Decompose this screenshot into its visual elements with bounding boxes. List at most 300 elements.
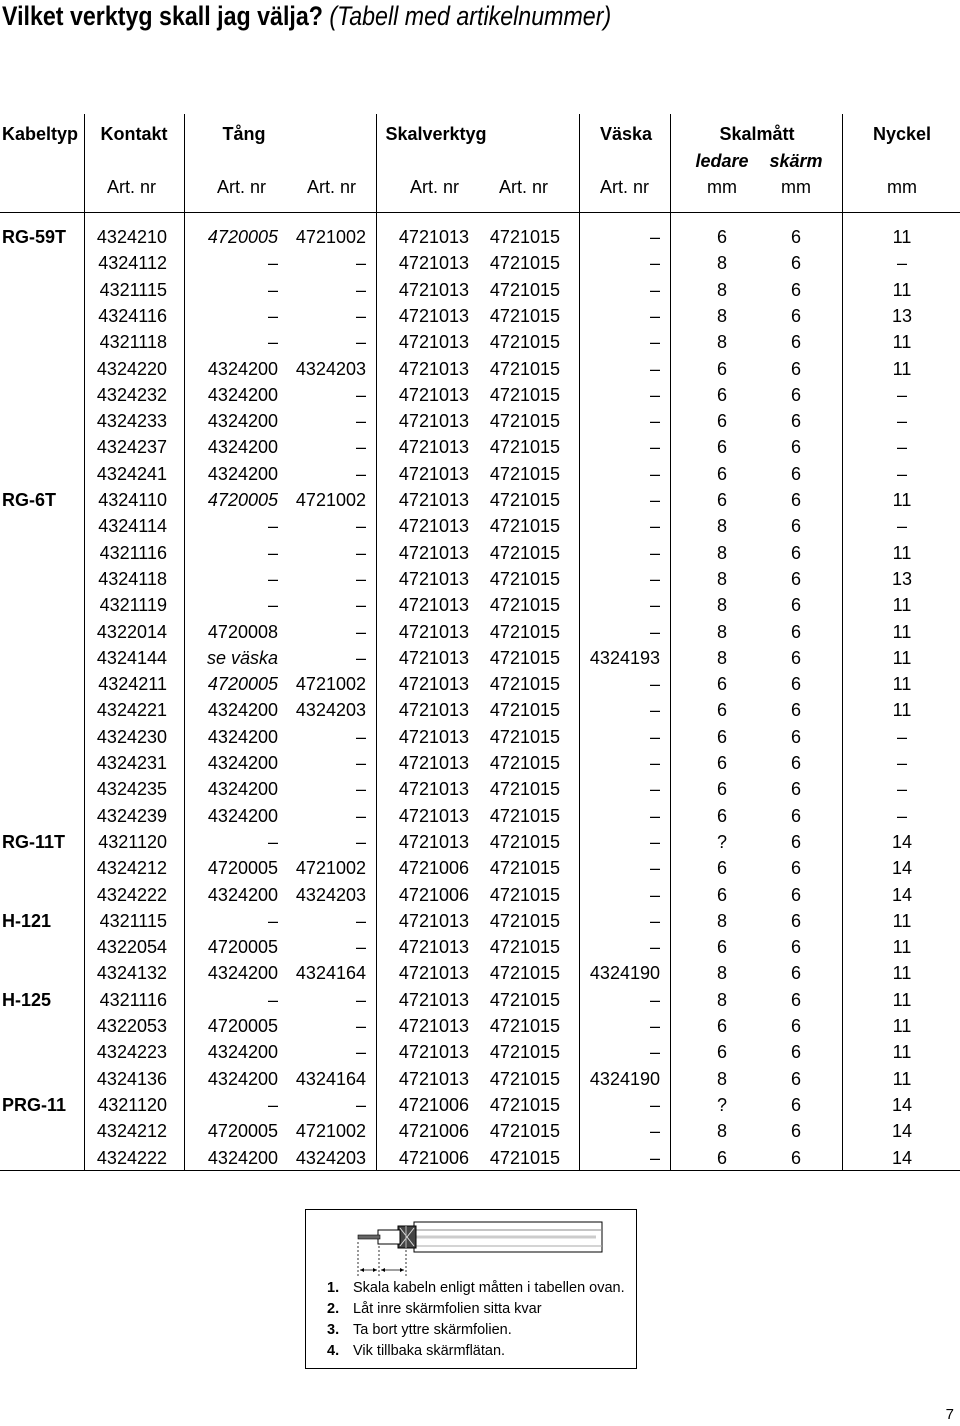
cell-skalverktyg-2: 4721015 bbox=[489, 490, 560, 510]
table-row bbox=[0, 908, 960, 934]
cell-skarm: 6 bbox=[790, 989, 802, 1010]
cell-skalverktyg-1: 4721013 bbox=[398, 279, 469, 300]
cell-skalverktyg-2: 4721015 bbox=[489, 279, 560, 300]
cell-tang-1: – bbox=[267, 989, 278, 1010]
cell-ledare: ? bbox=[716, 831, 728, 852]
cell-kontakt: 4324114 bbox=[98, 516, 167, 537]
cell-ledare: 6 bbox=[716, 937, 728, 958]
cell-ledare: 6 bbox=[716, 726, 728, 747]
cell-tang-2: 4721002 bbox=[295, 490, 366, 510]
cell-kontakt: 4322014 bbox=[96, 621, 167, 642]
cell-tang-2: 4721002 bbox=[295, 674, 366, 695]
cell-skalverktyg-1: 4721013 bbox=[398, 305, 469, 326]
cell-ledare: 6 bbox=[716, 358, 728, 379]
cell-skalverktyg-1: 4721006 bbox=[398, 1094, 469, 1115]
cell-nyckel: – bbox=[896, 516, 908, 537]
cell-kontakt: 4324239 bbox=[96, 805, 167, 826]
cell-skalverktyg-2: 4721015 bbox=[489, 621, 560, 642]
cell-skalverktyg-2: 4721015 bbox=[489, 332, 560, 353]
cell-skalverktyg-1: 4721013 bbox=[398, 490, 469, 510]
cell-vaska: – bbox=[649, 595, 660, 616]
cell-nyckel: 11 bbox=[892, 937, 912, 958]
cell-vaska: – bbox=[649, 726, 660, 747]
table-row bbox=[0, 829, 960, 855]
table-row bbox=[0, 776, 960, 802]
cell-skalverktyg-1: 4721013 bbox=[398, 332, 469, 353]
cell-vaska: – bbox=[649, 621, 660, 642]
cell-tang-2: – bbox=[355, 805, 366, 826]
cell-tang-2: 4721002 bbox=[295, 1121, 366, 1142]
cell-nyckel: 11 bbox=[892, 542, 912, 563]
cell-skalverktyg-1: 4721013 bbox=[398, 437, 469, 458]
cell-nyckel: 11 bbox=[892, 490, 912, 510]
table-row bbox=[0, 540, 960, 566]
cell-ledare: 6 bbox=[716, 753, 728, 773]
cell-kontakt: 4324212 bbox=[96, 1121, 167, 1142]
cell-skalverktyg-2: 4721015 bbox=[489, 358, 560, 379]
cell-kabeltyp: RG-6T bbox=[2, 490, 56, 510]
cell-kontakt: 4324136 bbox=[96, 1068, 167, 1089]
table-row bbox=[0, 356, 960, 382]
cell-kontakt: 4324116 bbox=[98, 305, 167, 326]
title-sub: (Tabell med artikelnummer) bbox=[329, 1, 612, 31]
cell-skalverktyg-1: 4721013 bbox=[398, 700, 469, 721]
header-artnr-tang2: Art. nr bbox=[306, 177, 356, 197]
cell-tang-2: – bbox=[355, 305, 366, 326]
cell-tang-2: – bbox=[355, 253, 366, 274]
cell-nyckel: – bbox=[896, 253, 908, 274]
cell-nyckel: 14 bbox=[891, 831, 913, 852]
cell-skarm: 6 bbox=[790, 831, 802, 852]
cell-nyckel: – bbox=[896, 463, 908, 484]
cell-skarm: 6 bbox=[790, 516, 802, 537]
cell-kontakt: 4321120 bbox=[98, 1094, 167, 1115]
cell-nyckel: – bbox=[896, 437, 908, 458]
cell-skalverktyg-2: 4721015 bbox=[489, 1042, 560, 1063]
cell-tang-1: – bbox=[267, 910, 278, 931]
cell-tang-2: 4324164 bbox=[295, 1068, 366, 1089]
cell-tang-1: 4324200 bbox=[207, 437, 278, 458]
cell-tang-1: 4720005 bbox=[207, 1121, 278, 1142]
cell-tang-2: – bbox=[355, 516, 366, 537]
table-row bbox=[0, 1013, 960, 1039]
cell-skarm: 6 bbox=[790, 884, 802, 905]
cell-tang-1: – bbox=[267, 1094, 278, 1115]
cell-tang-1: 4324200 bbox=[207, 1068, 278, 1089]
cell-skalverktyg-2: 4721015 bbox=[489, 227, 560, 247]
cell-nyckel: – bbox=[896, 411, 908, 432]
cell-skarm: 6 bbox=[790, 647, 802, 668]
cell-skalverktyg-1: 4721013 bbox=[398, 753, 469, 773]
cell-tang-2: – bbox=[355, 989, 366, 1010]
cell-tang-2: 4324203 bbox=[295, 358, 366, 379]
header-tang: Tång bbox=[222, 124, 266, 144]
cell-tang-1: 4720005 bbox=[207, 674, 278, 695]
cell-skalverktyg-2: 4721015 bbox=[489, 647, 560, 668]
table-row bbox=[0, 566, 960, 592]
cell-skalverktyg-1: 4721013 bbox=[398, 910, 469, 931]
cell-skalverktyg-1: 4721013 bbox=[398, 1016, 469, 1036]
cell-tang-1: 4720005 bbox=[207, 1016, 278, 1036]
header-skalmatt: Skalmått bbox=[719, 124, 795, 144]
cell-kontakt: 4321116 bbox=[99, 542, 167, 563]
cell-vaska: – bbox=[649, 411, 660, 432]
cell-ledare: 6 bbox=[716, 1042, 728, 1063]
table-row bbox=[0, 592, 960, 618]
cell-nyckel: 14 bbox=[891, 858, 913, 879]
table-row bbox=[0, 724, 960, 750]
cell-tang-2: – bbox=[355, 831, 366, 852]
cell-tang-1: 4324200 bbox=[207, 358, 278, 379]
table-row bbox=[0, 697, 960, 723]
cell-tang-2: – bbox=[355, 595, 366, 616]
cell-tang-1: – bbox=[267, 253, 278, 274]
cell-tang-2: – bbox=[355, 437, 366, 458]
cell-skalverktyg-1: 4721013 bbox=[398, 963, 469, 984]
cell-tang-1: 4324200 bbox=[207, 884, 278, 905]
cell-vaska: – bbox=[649, 279, 660, 300]
cell-skarm: 6 bbox=[790, 542, 802, 563]
header-skalverktyg: Skalverktyg bbox=[385, 124, 487, 144]
cell-tang-2: – bbox=[355, 542, 366, 563]
cell-ledare: ? bbox=[716, 1094, 728, 1115]
cell-skalverktyg-2: 4721015 bbox=[489, 1016, 560, 1036]
cell-ledare: 6 bbox=[716, 490, 728, 510]
cell-tang-2: – bbox=[355, 647, 366, 668]
cell-skalverktyg-1: 4721013 bbox=[398, 358, 469, 379]
cell-skalverktyg-2: 4721015 bbox=[489, 437, 560, 458]
header-divider bbox=[0, 212, 960, 213]
cell-nyckel: 11 bbox=[892, 647, 912, 668]
cell-skarm: 6 bbox=[790, 1121, 802, 1142]
cell-skalverktyg-2: 4721015 bbox=[489, 1094, 560, 1115]
cell-tang-2: – bbox=[355, 1016, 366, 1036]
cell-vaska: – bbox=[649, 490, 660, 510]
cell-nyckel: 13 bbox=[891, 568, 913, 589]
cell-kontakt: 4324222 bbox=[96, 884, 167, 905]
cell-vaska: – bbox=[649, 753, 660, 773]
cell-tang-2: 4324203 bbox=[295, 1147, 366, 1168]
cell-skalverktyg-2: 4721015 bbox=[489, 384, 560, 405]
cell-tang-2: – bbox=[355, 384, 366, 405]
cell-kontakt: 4324144 bbox=[96, 647, 167, 668]
cell-tang-1: 4720005 bbox=[207, 858, 278, 879]
cell-vaska: – bbox=[649, 805, 660, 826]
cell-nyckel: 11 bbox=[892, 1068, 912, 1089]
cell-skalverktyg-2: 4721015 bbox=[489, 910, 560, 931]
cell-vaska: – bbox=[649, 227, 660, 247]
cell-kontakt: 4324118 bbox=[98, 568, 167, 589]
cell-ledare: 8 bbox=[716, 1121, 728, 1142]
cell-ledare: 8 bbox=[716, 332, 728, 353]
cell-vaska: – bbox=[649, 1147, 660, 1168]
cell-skalverktyg-1: 4721013 bbox=[398, 463, 469, 484]
cell-tang-1: 4324200 bbox=[207, 1147, 278, 1168]
cell-kontakt: 4324221 bbox=[96, 700, 167, 721]
cell-skarm: 6 bbox=[790, 805, 802, 826]
cell-skarm: 6 bbox=[790, 358, 802, 379]
cell-nyckel: 11 bbox=[892, 1042, 912, 1063]
table-row bbox=[0, 750, 960, 776]
cell-skalverktyg-2: 4721015 bbox=[489, 779, 560, 800]
cell-ledare: 8 bbox=[716, 305, 728, 326]
cell-tang-1: 4720005 bbox=[207, 490, 278, 510]
cell-skalverktyg-2: 4721015 bbox=[489, 411, 560, 432]
cell-tang-1: – bbox=[267, 332, 278, 353]
header-ledare: ledare bbox=[695, 151, 749, 171]
header-nyckel: Nyckel bbox=[872, 124, 932, 144]
instruction-list bbox=[327, 1278, 625, 1362]
cell-tang-2: – bbox=[355, 1042, 366, 1063]
cell-tang-1: – bbox=[267, 305, 278, 326]
cell-tang-2: 4721002 bbox=[295, 227, 366, 247]
cell-ledare: 8 bbox=[716, 989, 728, 1010]
cell-kontakt: 4321115 bbox=[99, 279, 167, 300]
cell-nyckel: 14 bbox=[891, 1094, 913, 1115]
cell-nyckel: – bbox=[896, 384, 908, 405]
cell-ledare: 8 bbox=[716, 910, 728, 931]
table-row bbox=[0, 1066, 960, 1092]
cell-skalverktyg-2: 4721015 bbox=[489, 831, 560, 852]
cell-vaska: – bbox=[649, 884, 660, 905]
cell-vaska: – bbox=[649, 989, 660, 1010]
cell-vaska: – bbox=[649, 542, 660, 563]
cell-skalverktyg-2: 4721015 bbox=[489, 463, 560, 484]
cell-ledare: 8 bbox=[716, 647, 728, 668]
table-row bbox=[0, 303, 960, 329]
cell-skalverktyg-1: 4721013 bbox=[398, 621, 469, 642]
cell-tang-1: – bbox=[267, 595, 278, 616]
header-artnr-tang1: Art. nr bbox=[216, 177, 266, 197]
cell-vaska: – bbox=[649, 568, 660, 589]
table-row bbox=[0, 645, 960, 671]
cell-vaska: 4324193 bbox=[589, 647, 660, 668]
cell-tang-2: – bbox=[355, 726, 366, 747]
cell-skarm: 6 bbox=[790, 384, 802, 405]
cell-nyckel: – bbox=[896, 805, 908, 826]
cell-skalverktyg-1: 4721006 bbox=[398, 1147, 469, 1168]
cell-tang-1: 4324200 bbox=[207, 726, 278, 747]
table-row bbox=[0, 619, 960, 645]
cell-tang-1: 4720005 bbox=[207, 227, 278, 247]
cell-skalverktyg-2: 4721015 bbox=[489, 305, 560, 326]
table-row bbox=[0, 329, 960, 355]
cell-ledare: 6 bbox=[716, 384, 728, 405]
cell-skalverktyg-2: 4721015 bbox=[489, 753, 560, 773]
cell-tang-1: 4324200 bbox=[207, 411, 278, 432]
cell-vaska: – bbox=[649, 1094, 660, 1115]
cell-skalverktyg-2: 4721015 bbox=[489, 1147, 560, 1168]
cell-tang-1: se väska bbox=[206, 647, 278, 668]
cell-ledare: 8 bbox=[716, 516, 728, 537]
cell-skarm: 6 bbox=[790, 279, 802, 300]
cell-vaska: – bbox=[649, 253, 660, 274]
cell-kontakt: 4321116 bbox=[99, 989, 167, 1010]
page-number: 7 bbox=[945, 1406, 954, 1423]
cell-skarm: 6 bbox=[790, 490, 802, 510]
cell-tang-1: 4324200 bbox=[207, 384, 278, 405]
cell-skarm: 6 bbox=[790, 568, 802, 589]
cell-tang-2: 4324164 bbox=[295, 963, 366, 984]
cell-kabeltyp: H-125 bbox=[2, 989, 52, 1010]
cell-kabeltyp: PRG-11 bbox=[2, 1094, 67, 1115]
cell-kontakt: 4324110 bbox=[98, 490, 167, 510]
cell-tang-2: – bbox=[355, 463, 366, 484]
cell-vaska: – bbox=[649, 1016, 660, 1036]
cell-kontakt: 4324223 bbox=[96, 1042, 167, 1063]
cell-kabeltyp: RG-59T bbox=[2, 227, 67, 247]
cell-ledare: 6 bbox=[716, 884, 728, 905]
cell-kontakt: 4324232 bbox=[96, 384, 167, 405]
cell-skarm: 6 bbox=[790, 595, 802, 616]
cell-kontakt: 4324210 bbox=[96, 227, 167, 247]
cell-kontakt: 4324220 bbox=[96, 358, 167, 379]
cell-kontakt: 4322054 bbox=[96, 937, 167, 958]
cell-skalverktyg-2: 4721015 bbox=[489, 595, 560, 616]
cell-skalverktyg-1: 4721013 bbox=[398, 1042, 469, 1063]
cell-tang-2: – bbox=[355, 1094, 366, 1115]
cell-tang-2: – bbox=[355, 937, 366, 958]
cell-kontakt: 4322053 bbox=[96, 1016, 167, 1036]
cell-kontakt: 4324241 bbox=[96, 463, 167, 484]
cell-skalverktyg-1: 4721006 bbox=[398, 1121, 469, 1142]
cell-ledare: 6 bbox=[716, 463, 728, 484]
table-row bbox=[0, 250, 960, 276]
table-row bbox=[0, 224, 960, 250]
cell-tang-2: – bbox=[355, 621, 366, 642]
cell-skalverktyg-1: 4721013 bbox=[398, 253, 469, 274]
cell-skalverktyg-2: 4721015 bbox=[489, 568, 560, 589]
cell-skarm: 6 bbox=[790, 253, 802, 274]
cell-skalverktyg-2: 4721015 bbox=[489, 1121, 560, 1142]
cell-nyckel: – bbox=[896, 753, 908, 773]
cell-skarm: 6 bbox=[790, 910, 802, 931]
header-kontakt: Kontakt bbox=[100, 124, 168, 144]
cell-tang-2: – bbox=[355, 332, 366, 353]
cell-skarm: 6 bbox=[790, 437, 802, 458]
cell-kontakt: 4321115 bbox=[99, 910, 167, 931]
table-row bbox=[0, 1092, 960, 1118]
cell-kontakt: 4324230 bbox=[96, 726, 167, 747]
cell-skalverktyg-2: 4721015 bbox=[489, 989, 560, 1010]
cell-nyckel: 14 bbox=[891, 1121, 913, 1142]
cell-vaska: – bbox=[649, 332, 660, 353]
cell-skarm: 6 bbox=[790, 1016, 802, 1036]
cell-tang-2: – bbox=[355, 411, 366, 432]
cell-kontakt: 4324235 bbox=[96, 779, 167, 800]
cell-ledare: 6 bbox=[716, 1016, 728, 1036]
table-row bbox=[0, 1039, 960, 1065]
cell-ledare: 8 bbox=[716, 595, 728, 616]
cell-nyckel: 11 bbox=[892, 595, 912, 616]
cell-nyckel: 11 bbox=[892, 621, 912, 642]
table-row bbox=[0, 934, 960, 960]
cell-ledare: 6 bbox=[716, 227, 728, 247]
cell-tang-1: – bbox=[267, 568, 278, 589]
cell-tang-1: – bbox=[267, 516, 278, 537]
header-skarm: skärm bbox=[769, 151, 823, 171]
cell-ledare: 8 bbox=[716, 568, 728, 589]
cell-tang-1: 4324200 bbox=[207, 779, 278, 800]
cell-skarm: 6 bbox=[790, 1147, 802, 1168]
cell-skarm: 6 bbox=[790, 1068, 802, 1089]
cell-vaska: – bbox=[649, 779, 660, 800]
cell-nyckel: 11 bbox=[892, 700, 912, 721]
table-row bbox=[0, 513, 960, 539]
cell-skalverktyg-2: 4721015 bbox=[489, 963, 560, 984]
cell-skalverktyg-1: 4721013 bbox=[398, 674, 469, 695]
cell-nyckel: 11 bbox=[892, 358, 912, 379]
cell-skalverktyg-1: 4721013 bbox=[398, 568, 469, 589]
table-row bbox=[0, 803, 960, 829]
instruction-step: 1. Skala kabeln enligt måtten i tabellen ovan. bbox=[327, 1280, 625, 1296]
cell-tang-2: – bbox=[355, 753, 366, 773]
cell-vaska: – bbox=[649, 910, 660, 931]
cell-nyckel: 11 bbox=[892, 989, 912, 1010]
cell-skalverktyg-2: 4721015 bbox=[489, 700, 560, 721]
cell-skalverktyg-2: 4721015 bbox=[489, 1068, 560, 1089]
cell-skalverktyg-1: 4721013 bbox=[398, 779, 469, 800]
cell-ledare: 6 bbox=[716, 779, 728, 800]
cell-tang-1: 4324200 bbox=[207, 963, 278, 984]
cell-tang-1: 4720005 bbox=[207, 937, 278, 958]
cell-ledare: 6 bbox=[716, 437, 728, 458]
cell-skarm: 6 bbox=[790, 1042, 802, 1063]
cell-nyckel: 14 bbox=[891, 1147, 913, 1168]
cell-skalverktyg-2: 4721015 bbox=[489, 253, 560, 274]
header-artnr-vaska: Art. nr bbox=[599, 177, 649, 197]
cell-vaska: 4324190 bbox=[589, 1068, 660, 1089]
cell-tang-2: – bbox=[355, 779, 366, 800]
cell-skarm: 6 bbox=[790, 332, 802, 353]
cell-vaska: – bbox=[649, 358, 660, 379]
cell-skarm: 6 bbox=[790, 726, 802, 747]
cell-kontakt: 4321118 bbox=[99, 332, 167, 353]
cell-ledare: 8 bbox=[716, 621, 728, 642]
header-mm-ledare: mm bbox=[707, 177, 737, 197]
cell-skarm: 6 bbox=[790, 937, 802, 958]
cell-skarm: 6 bbox=[790, 1094, 802, 1115]
cell-skalverktyg-1: 4721013 bbox=[398, 516, 469, 537]
cell-ledare: 8 bbox=[716, 963, 728, 984]
cell-kontakt: 4324211 bbox=[98, 674, 167, 695]
cell-vaska: – bbox=[649, 674, 660, 695]
cell-vaska: – bbox=[649, 305, 660, 326]
cell-skalverktyg-1: 4721013 bbox=[398, 595, 469, 616]
cell-ledare: 6 bbox=[716, 411, 728, 432]
cell-tang-1: 4324200 bbox=[207, 1042, 278, 1063]
cell-tang-2: 4721002 bbox=[295, 858, 366, 879]
table-row bbox=[0, 1118, 960, 1144]
cell-vaska: – bbox=[649, 463, 660, 484]
cell-ledare: 8 bbox=[716, 1068, 728, 1089]
cell-kontakt: 4324212 bbox=[96, 858, 167, 879]
cell-ledare: 6 bbox=[716, 1147, 728, 1168]
cell-tang-1: 4324200 bbox=[207, 700, 278, 721]
cell-skarm: 6 bbox=[790, 674, 802, 695]
cell-tang-1: 4324200 bbox=[207, 805, 278, 826]
cell-skalverktyg-2: 4721015 bbox=[489, 516, 560, 537]
cell-tang-2: – bbox=[355, 279, 366, 300]
cell-kabeltyp: H-121 bbox=[2, 910, 52, 931]
cell-tang-2: 4324203 bbox=[295, 700, 366, 721]
cell-kontakt: 4324231 bbox=[96, 753, 167, 773]
cell-skarm: 6 bbox=[790, 227, 802, 247]
cell-kontakt: 4321119 bbox=[99, 595, 167, 616]
cell-skalverktyg-2: 4721015 bbox=[489, 937, 560, 958]
title-main: Vilket verktyg skall jag välja? bbox=[2, 1, 323, 31]
cell-nyckel: 13 bbox=[891, 305, 913, 326]
